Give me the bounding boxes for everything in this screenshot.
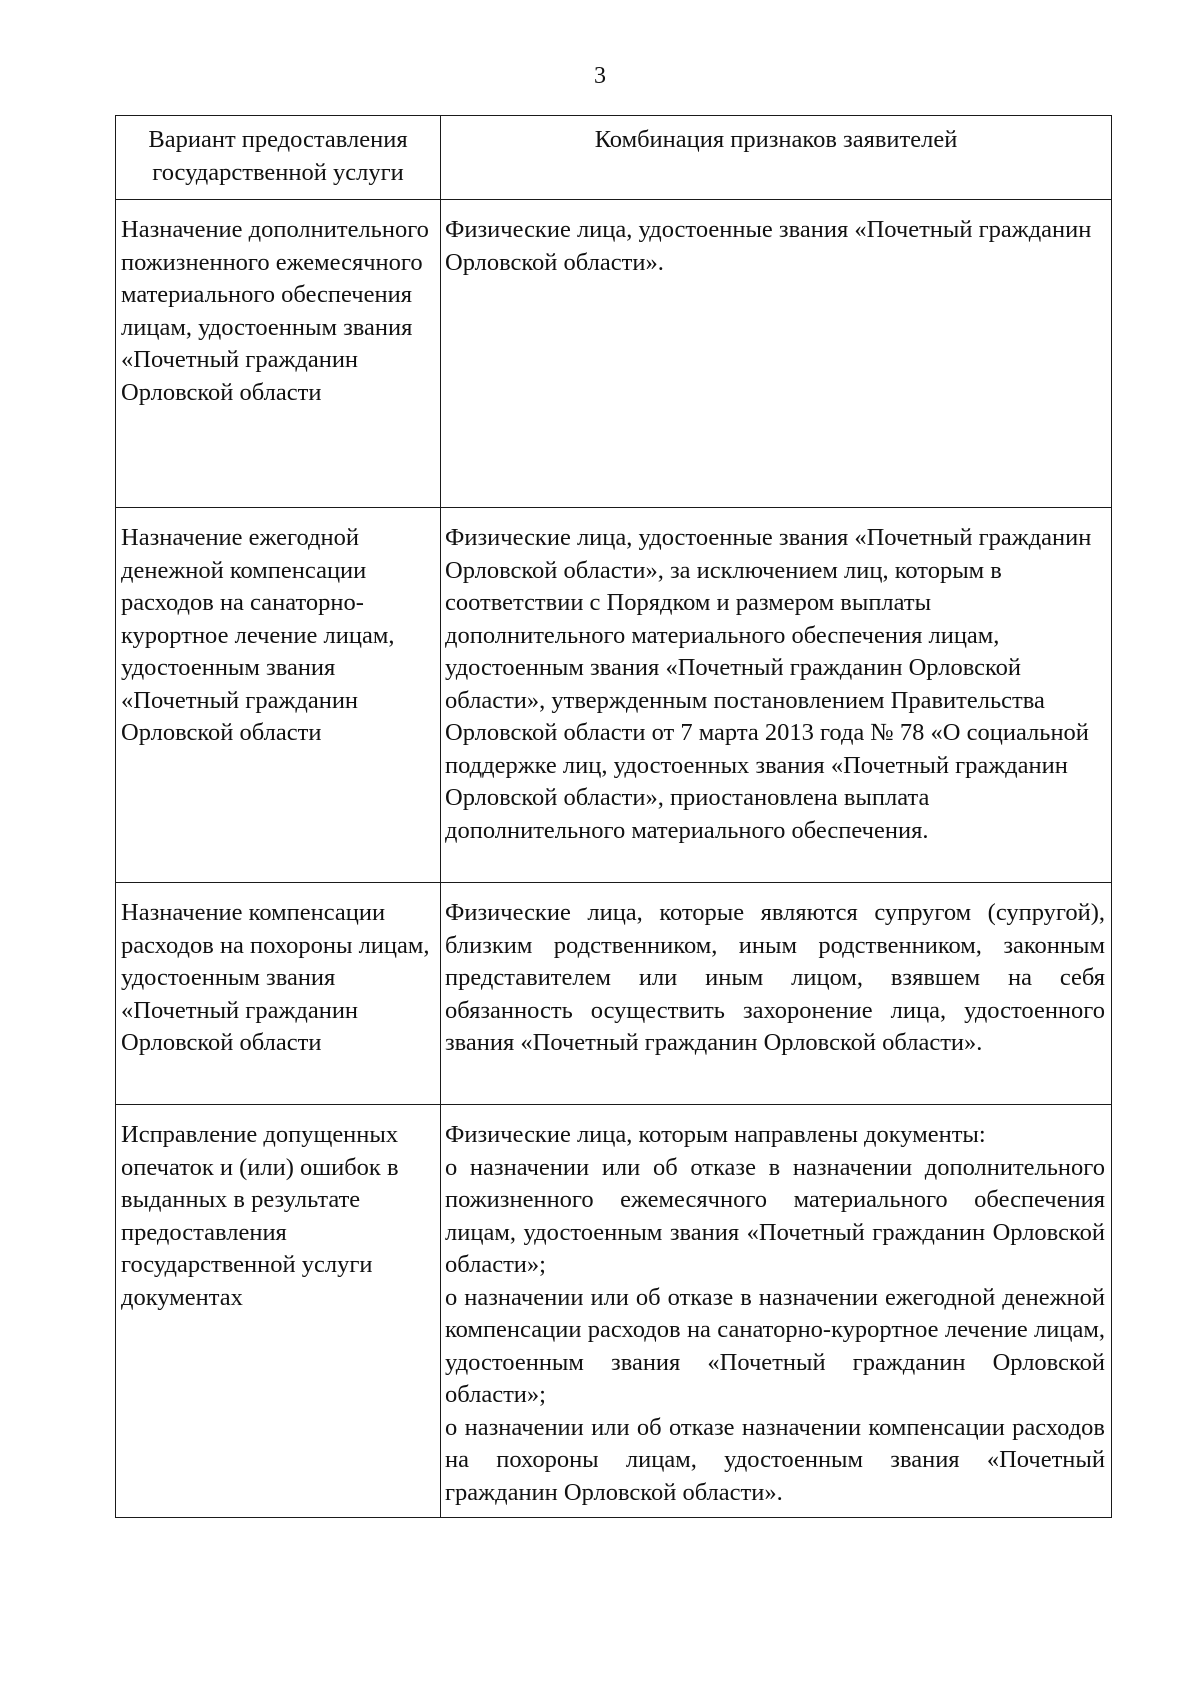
header-combination: Комбинация признаков заявителей: [441, 116, 1112, 200]
combination-cell: [441, 508, 1112, 883]
table-row: [116, 1105, 1112, 1518]
combination-cell: [441, 1105, 1112, 1518]
combination-cell: [441, 883, 1112, 1105]
header-variant: Вариант предоставления государственной услуги: [116, 116, 441, 200]
combination-item: о назначении или об отказе в назначении ежегодной денежной компенсации расходов на санаторно-курортное лечение лицам, удостоенным звания «Почетный гражданин Орловской области»;: [445, 1283, 1105, 1408]
combination-intro: Физические лица, которым направлены документы:: [445, 1121, 986, 1148]
table-row: [116, 883, 1112, 1105]
combination-text: Физические лица, удостоенные звания «Почетный гражданин Орловской области».: [445, 216, 1092, 276]
page-number: 3: [594, 63, 606, 89]
table-row: [116, 200, 1112, 508]
variant-cell: Назначение компенсации расходов на похороны лицам, удостоенным звания «Почетный гражданин Орловской области: [116, 883, 441, 1105]
variant-cell: Назначение ежегодной денежной компенсации расходов на санаторно-курортное лечение лицам, удостоенным звания «Почетный гражданин Орловской области: [116, 508, 441, 883]
applicant-variants-table: [115, 115, 1112, 1518]
combination-item: о назначении или об отказе назначении компенсации расходов на похороны лицам, удостоенным звания «Почетный гражданин Орловской области».: [445, 1413, 1105, 1506]
table-row: [116, 508, 1112, 883]
variant-cell: Назначение дополнительного пожизненного ежемесячного материального обеспечения лицам, удостоенным звания «Почетный гражданин Орловской области: [116, 200, 441, 508]
combination-text: Физические лица, которые являются супругом (супругой), близким родственником, иным родственником, законным представителем или иным лицом, взявшем на себя обязанность осуществить захоронение лица, удостоенного звания «Почетный гражданин Орловской области».: [445, 899, 1105, 1056]
combination-item: о назначении или об отказе в назначении дополнительного пожизненного ежемесячного материального обеспечения лицам, удостоенным звания «Почетный гражданин Орловской области»;: [445, 1153, 1105, 1278]
combination-text: Физические лица, удостоенные звания «Почетный гражданин Орловской области», за исключением лиц, которым в соответствии с Порядком и размером выплаты дополнительного материального обеспечения лицам, удостоенным звания «Почетный гражданин Орловской области», утвержденным постановлением Правительства Орловской области от 7 марта 2013 года № 78 «О социальной поддержке лиц, удостоенных звания «Почетный гражданин Орловской области», приостановлена выплата дополнительного материального обеспечения.: [445, 524, 1092, 844]
combination-cell: [441, 200, 1112, 508]
variant-cell: Исправление допущенных опечаток и (или) ошибок в выданных в результате предоставления государственной услуги документах: [116, 1105, 441, 1518]
table-header-row: [116, 116, 1112, 200]
